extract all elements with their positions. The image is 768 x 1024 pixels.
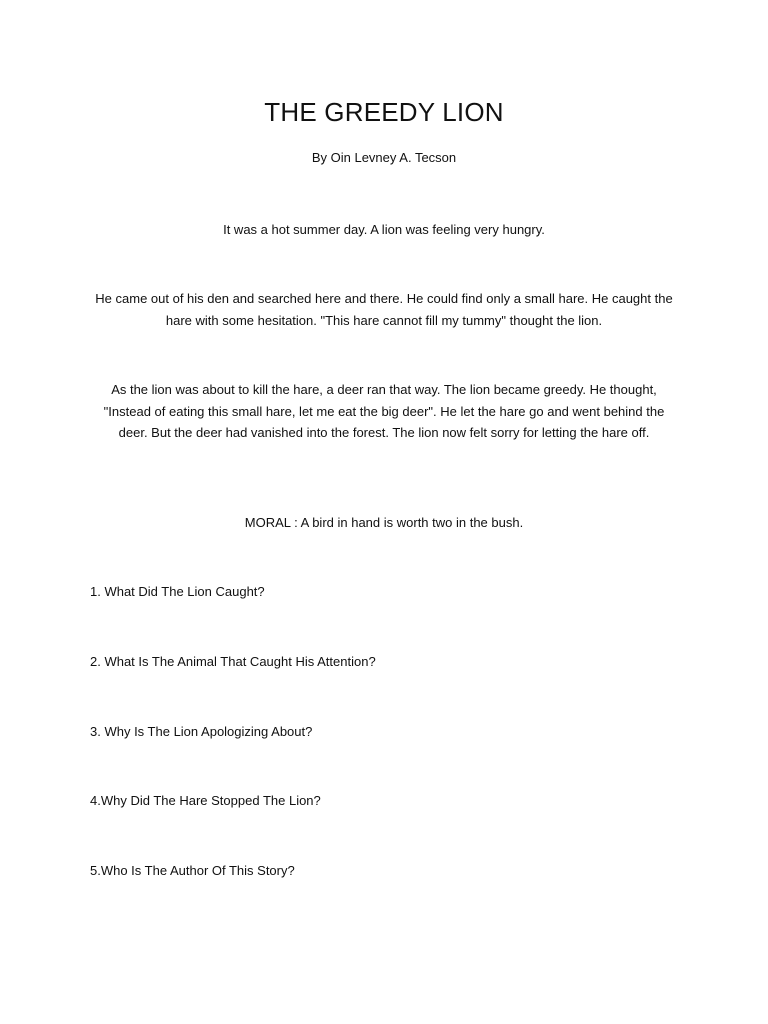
story-title: THE GREEDY LION <box>264 97 504 127</box>
question-2: 2. What Is The Animal That Caught His Attention? <box>90 654 376 669</box>
story-author: By Oin Levney A. Tecson <box>311 150 457 165</box>
story-paragraph-3: As the lion was about to kill the hare, a deer ran that way. The lion became greedy. He thought, "Instead of eating this small hare, let me eat the big deer". He let the hare go and went behind the deer. But the deer had vanished into the forest. The lion now felt sorry for letting the hare off. <box>103 382 665 440</box>
question-1: 1. What Did The Lion Caught? <box>90 584 265 599</box>
story-paragraph-1: It was a hot summer day. A lion was feeling very hungry. <box>223 222 545 237</box>
story-moral: MORAL : A bird in hand is worth two in the bush. <box>244 515 524 530</box>
question-5: 5.Who Is The Author Of This Story? <box>90 863 295 878</box>
story-paragraph-2: He came out of his den and searched here and there. He could find only a small hare. He caught the hare with some hesitation. "This hare cannot fill my tummy" thought the lion. <box>95 291 673 328</box>
question-4: 4.Why Did The Hare Stopped The Lion? <box>90 793 321 808</box>
question-3: 3. Why Is The Lion Apologizing About? <box>90 724 313 739</box>
